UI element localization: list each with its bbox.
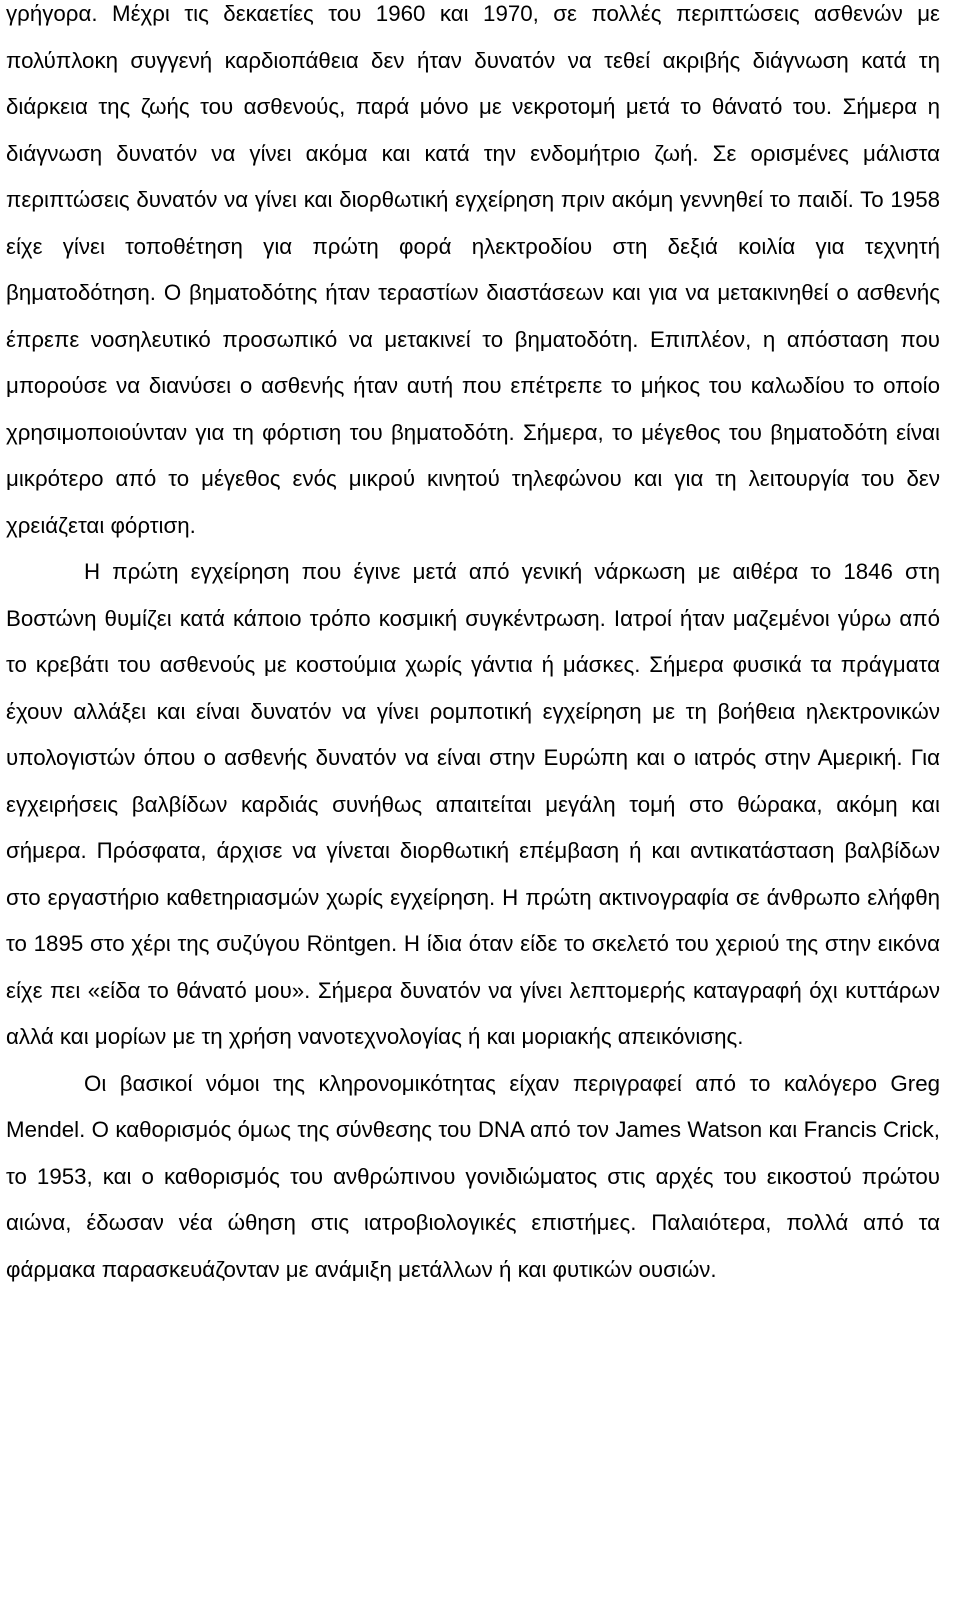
document-body: [6, 0, 940, 1293]
paragraph-1: γρήγορα. Μέχρι τις δεκαετίες του 1960 και 1970, σε πολλές περιπτώσεις ασθενών με πολύπλοκη συγγενή καρδιοπάθεια δεν ήταν δυνατόν να τεθεί ακριβής διάγνωση κατά τη διάρκεια της ζωής του ασθενούς, παρά μόνο με νεκροτομή μετά το θάνατό του. Σήμερα η διάγνωση δυνατόν να γίνει ακόμα και κατά την ενδομήτριο ζωή. Σε ορισμένες μάλιστα περιπτώσεις δυνατόν να γίνει και διορθωτική εγχείρηση πριν ακόμη γεννηθεί το παιδί. Το 1958 είχε γίνει τοποθέτηση για πρώτη φορά ηλεκτροδίου στη δεξιά κοιλία για τεχνητή βηματοδότηση. Ο βηματοδότης ήταν τεραστίων διαστάσεων και για να μετακινηθεί ο ασθενής έπρεπε νοσηλευτικό προσωπικό να μετακινεί το βηματοδότη. Επιπλέον, η απόσταση που μπορούσε να διανύσει ο ασθενής ήταν αυτή που επέτρεπε το μήκος του καλωδίου το οποίο χρησιμοποιούνταν για τη φόρτιση του βηματοδότη. Σήμερα, το μέγεθος του βηματοδότη είναι μικρότερο από το μέγεθος ενός μικρού κινητού τηλεφώνου και για τη λειτουργία του δεν χρειάζεται φόρτιση.: [6, 1, 940, 538]
paragraph-2: Η πρώτη εγχείρηση που έγινε μετά από γενική νάρκωση με αιθέρα το 1846 στη Βοστώνη θυμίζει κατά κάποιο τρόπο κοσμική συγκέντρωση. Ιατροί ήταν μαζεμένοι γύρω από το κρεβάτι του ασθενούς με κοστούμια χωρίς γάντια ή μάσκες. Σήμερα φυσικά τα πράγματα έχουν αλλάξει και είναι δυνατόν να γίνει ρομποτική εγχείρηση με τη βοήθεια ηλεκτρονικών υπολογιστών όπου ο ασθενής δυνατόν να είναι στην Ευρώπη και ο ιατρός στην Αμερική. Για εγχειρήσεις βαλβίδων καρδιάς συνήθως απαιτείται μεγάλη τομή στο θώρακα, ακόμη και σήμερα. Πρόσφατα, άρχισε να γίνεται διορθωτική επέμβαση ή και αντικατάσταση βαλβίδων στο εργαστήριο καθετηριασμών χωρίς εγχείρηση. Η πρώτη ακτινογραφία σε άνθρωπο ελήφθη το 1895 στο χέρι της συζύγου Röntgen. Η ίδια όταν είδε το σκελετό του χεριού της στην εικόνα είχε πει «είδα το θάνατό μου». Σήμερα δυνατόν να γίνει λεπτομερής καταγραφή όχι κυττάρων αλλά και μορίων με τη χρήση νανοτεχνολογίας ή και μοριακής απεικόνισης.: [6, 559, 940, 1049]
paragraph-3: Οι βασικοί νόμοι της κληρονομικότητας είχαν περιγραφεί από το καλόγερο Greg Mendel. Ο καθορισμός όμως της σύνθεσης του DNA από τον James Watson και Francis Crick, το 1953, και ο καθορισμός του ανθρώπινου γονιδιώματος στις αρχές του εικοστού πρώτου αιώνα, έδωσαν νέα ώθηση στις ιατροβιολογικές επιστήμες. Παλαιότερα, πολλά από τα φάρμακα παρασκευάζονταν με ανάμιξη μετάλλων ή και φυτικών ουσιών.: [6, 1070, 940, 1282]
